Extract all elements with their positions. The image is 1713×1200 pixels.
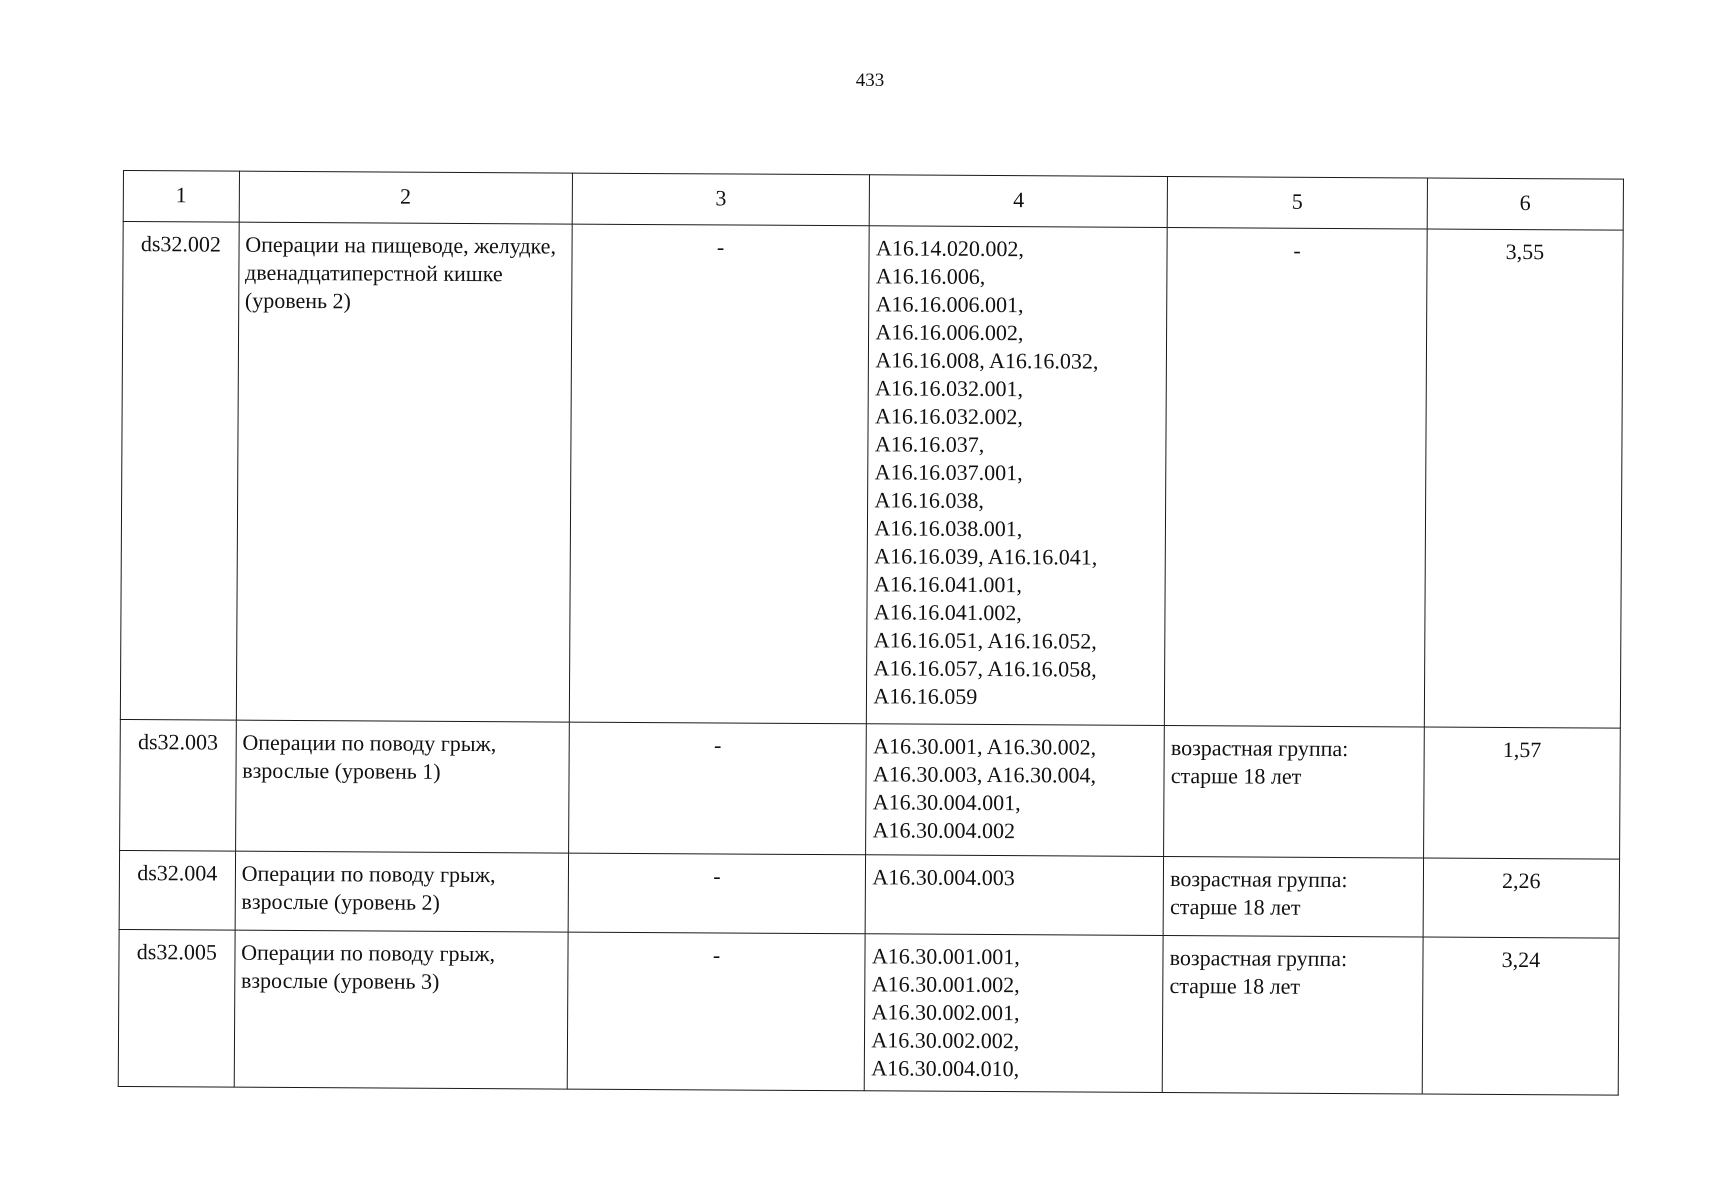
service-code-line: A16.16.037, (874, 431, 985, 457)
service-code-line: A16.30.003, A16.30.004, (872, 761, 1097, 788)
cost-coefficient: 2,26 (1423, 858, 1620, 938)
service-codes (866, 855, 1164, 936)
column-header-4: 4 (870, 175, 1168, 228)
column-header-6: 6 (1427, 178, 1624, 230)
cost-coefficient: 1,57 (1423, 727, 1620, 859)
service-code-line: A16.30.002.002, (871, 1027, 1020, 1054)
cost-coefficient: 3,55 (1424, 229, 1623, 728)
tariff-table (118, 170, 1624, 1096)
service-code-line: A16.16.006.002, (875, 319, 1024, 346)
service-code-line: A16.16.008, A16.16.032, (875, 347, 1099, 374)
service-code-line: A16.16.039, A16.16.041, (874, 543, 1098, 570)
service-code-line: A16.30.004.002 (872, 817, 1016, 844)
service-code-line: A16.30.004.003 (872, 864, 1015, 891)
service-code-line: A16.30.004.001, (872, 789, 1021, 816)
table-row (118, 929, 1619, 1095)
service-code-line: A16.16.032.002, (874, 403, 1024, 430)
service-code-line: A16.16.006.001, (875, 291, 1024, 318)
group-name: Операции по поводу грыж, взрослые (уровень 1) (235, 720, 569, 853)
additional-criteria: возрастная группа: старше 18 лет (1163, 857, 1423, 937)
service-codes (865, 934, 1164, 1093)
column-header-2: 2 (239, 171, 572, 224)
service-code-line: A16.16.059 (873, 683, 978, 709)
page-number: 433 (855, 70, 885, 91)
diagnosis-codes: - (567, 932, 866, 1091)
additional-criteria: возрастная группа: старше 18 лет (1162, 936, 1422, 1094)
group-name: Операции на пищеводе, желудке, двенадцатиперстной кишке (уровень 2) (236, 222, 572, 722)
cost-coefficient: 3,24 (1422, 937, 1619, 1095)
column-header-3: 3 (572, 173, 870, 226)
kslp-code: ds32.002 (120, 222, 239, 721)
service-code-line: A16.16.038.001, (874, 515, 1023, 542)
diagnosis-codes: - (569, 224, 870, 724)
table-row (120, 222, 1623, 729)
kslp-code: ds32.005 (118, 929, 235, 1087)
service-code-line: A16.16.038, (874, 487, 985, 513)
service-code-line: A16.14.020.002, (875, 235, 1024, 262)
service-codes (867, 226, 1168, 726)
service-codes (866, 724, 1165, 857)
service-code-line: A16.16.006, (875, 263, 986, 289)
column-header-1: 1 (123, 171, 239, 223)
service-code-line: A16.30.004.010, (871, 1055, 1020, 1082)
column-header-5: 5 (1167, 177, 1427, 229)
service-code-line: A16.16.032.001, (875, 375, 1024, 402)
service-code-line: A16.30.002.001, (871, 999, 1020, 1026)
diagnosis-codes: - (568, 722, 867, 855)
service-code-line: A16.16.041.001, (874, 571, 1023, 598)
service-code-line: A16.16.057, A16.16.058, (873, 655, 1097, 682)
service-code-line: A16.30.001.002, (871, 971, 1020, 998)
additional-criteria: возрастная группа: старше 18 лет (1164, 726, 1424, 858)
table-header-row (123, 171, 1623, 231)
diagnosis-codes: - (568, 853, 866, 934)
service-code-line: A16.16.051, A16.16.052, (873, 627, 1097, 654)
service-code-line: A16.16.041.002, (873, 599, 1022, 626)
service-code-line: A16.16.037.001, (874, 459, 1023, 486)
table-row (119, 850, 1619, 938)
additional-criteria: - (1165, 228, 1427, 727)
table-row (120, 719, 1621, 859)
kslp-code: ds32.004 (119, 850, 235, 930)
service-code-line: A16.30.001.001, (871, 943, 1020, 970)
group-name: Операции по поводу грыж, взрослые (уровень 2) (235, 851, 568, 932)
kslp-code: ds32.003 (120, 719, 236, 851)
group-name: Операции по поводу грыж, взрослые (уровень 3) (234, 930, 568, 1089)
service-code-line: A16.30.001, A16.30.002, (873, 733, 1097, 760)
